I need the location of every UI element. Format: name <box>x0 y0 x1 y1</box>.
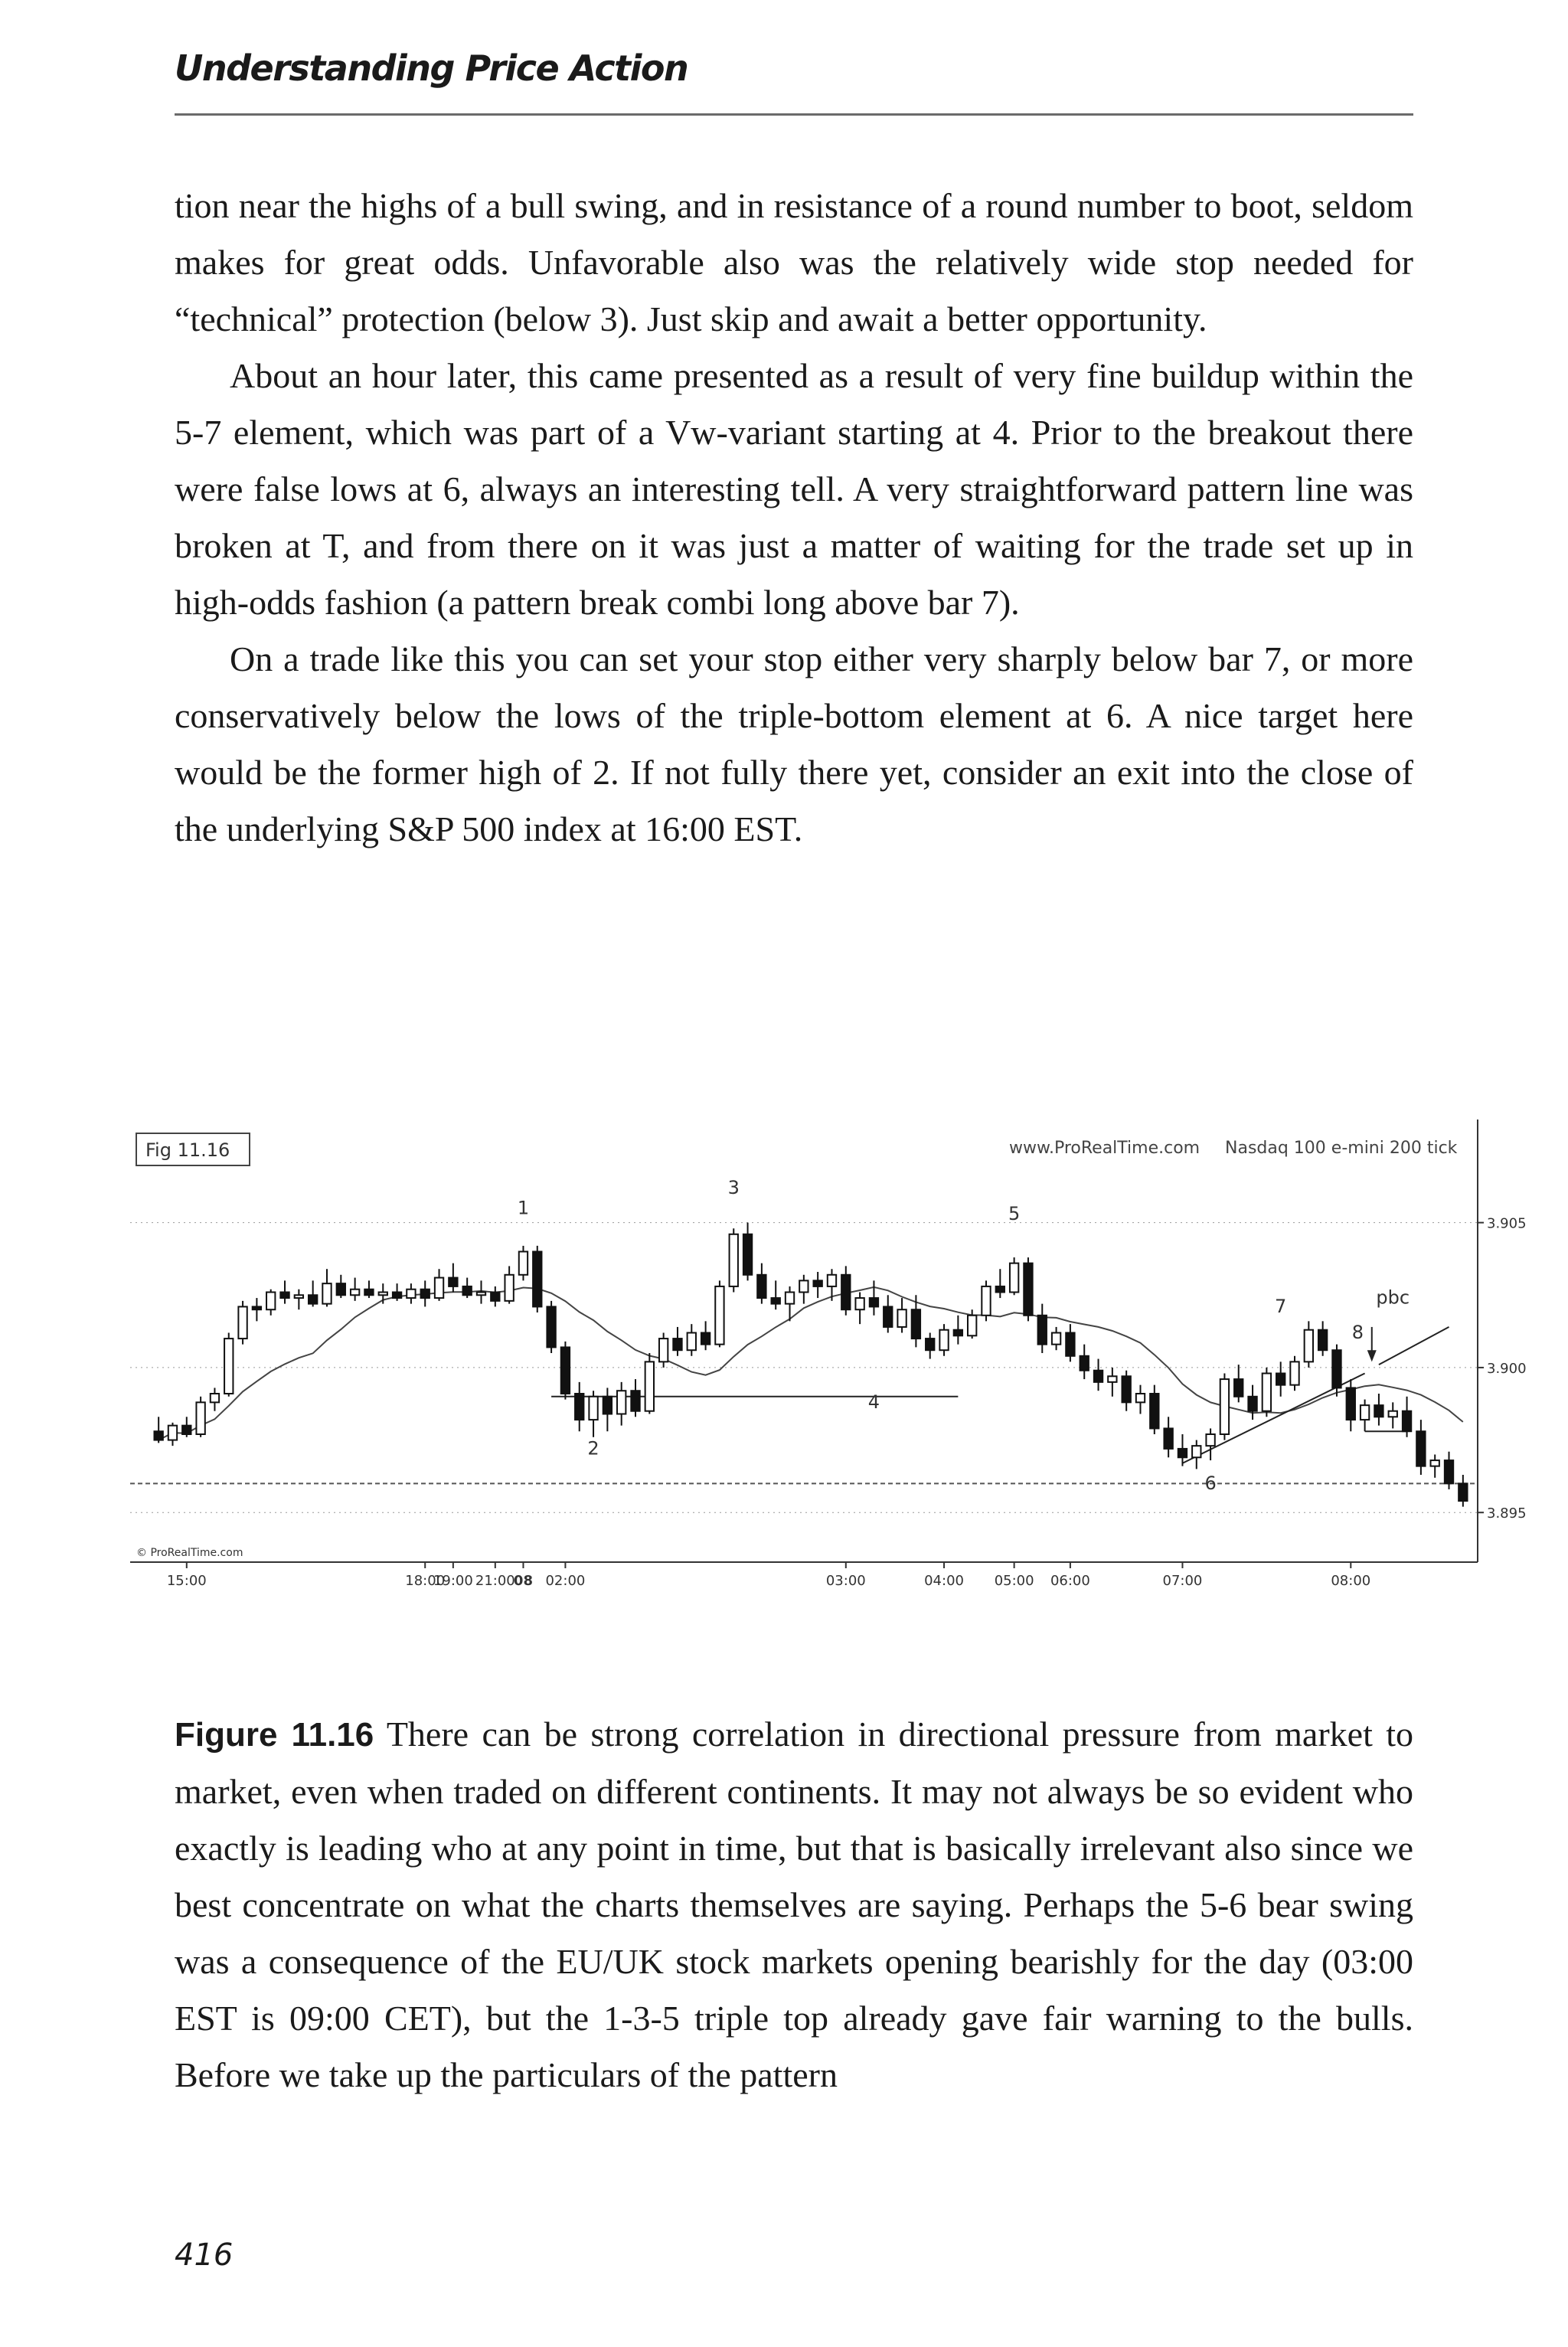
candle <box>982 1280 990 1321</box>
candle-body <box>182 1426 191 1434</box>
candle <box>280 1280 289 1303</box>
candle-body <box>364 1290 373 1296</box>
candle <box>715 1280 724 1347</box>
candle-body <box>561 1347 570 1394</box>
candle-body <box>477 1293 485 1296</box>
candle-body <box>603 1397 612 1414</box>
candle-body <box>870 1298 878 1306</box>
candle-body <box>1066 1333 1074 1356</box>
candle-body <box>1263 1374 1271 1411</box>
candle-body <box>617 1391 626 1414</box>
candle <box>1024 1257 1032 1321</box>
candle <box>1276 1361 1285 1396</box>
candle-body <box>659 1339 668 1361</box>
candle-body <box>1416 1431 1425 1466</box>
candle-body <box>351 1290 359 1296</box>
candle-body <box>1192 1446 1200 1457</box>
candle-body <box>1290 1361 1298 1384</box>
candle-body <box>1374 1405 1383 1417</box>
candle <box>407 1283 415 1304</box>
candle-body <box>786 1293 794 1304</box>
candle <box>701 1321 710 1350</box>
candle-body <box>673 1339 681 1350</box>
candle <box>421 1280 430 1306</box>
candle-body <box>855 1298 864 1309</box>
candle-body <box>954 1330 962 1336</box>
candle <box>505 1266 513 1303</box>
candle <box>1389 1402 1397 1428</box>
candle <box>1206 1428 1214 1460</box>
candle-body <box>1038 1316 1047 1345</box>
candle-body <box>897 1309 906 1327</box>
candle <box>533 1246 541 1312</box>
x-tick-label: 08 <box>513 1573 533 1589</box>
candlestick-chart <box>130 1120 1568 1640</box>
candle <box>631 1379 639 1417</box>
candle-body <box>295 1295 303 1298</box>
candle <box>449 1263 457 1293</box>
candle-body <box>1305 1330 1313 1362</box>
candle-body <box>547 1306 555 1347</box>
paragraph-3: On a trade like this you can set your stop either very sharply below bar 7, or more conservatively below the lows of the triple-bottom element at 6. A nice target here would be the former high of 2. If not fully there yet, consider an exit into the close of the underlying S&P 500 index at 16:00 EST. <box>175 639 1413 848</box>
candle <box>841 1266 850 1315</box>
x-tick-label: 21:00 <box>475 1573 515 1589</box>
y-tick-label: 3.895 <box>1487 1505 1527 1522</box>
candle <box>435 1269 443 1301</box>
candle <box>1403 1397 1411 1437</box>
candle <box>168 1423 177 1446</box>
candle-body <box>379 1293 387 1296</box>
candle <box>1136 1385 1145 1414</box>
candle <box>196 1397 204 1437</box>
candle-body <box>1361 1405 1369 1420</box>
candle <box>645 1353 654 1414</box>
candle-body <box>743 1234 752 1275</box>
annotation-label: 7 <box>1275 1296 1287 1317</box>
y-tick-label: 3.905 <box>1487 1215 1527 1232</box>
candle-body <box>730 1234 738 1286</box>
candle <box>182 1417 191 1437</box>
candle-body <box>1206 1434 1214 1446</box>
x-ticks <box>167 1562 1370 1589</box>
candle <box>1318 1321 1327 1355</box>
y-ticks <box>1478 1216 1527 1522</box>
candle-body <box>968 1316 976 1335</box>
candle <box>351 1278 359 1301</box>
candle-body <box>1178 1449 1187 1457</box>
candles <box>154 1223 1467 1507</box>
candle-body <box>533 1252 541 1307</box>
candle-body <box>238 1306 247 1339</box>
candle-body <box>224 1339 233 1394</box>
candle <box>1122 1371 1131 1411</box>
candle-body <box>799 1280 808 1292</box>
candle-body <box>1248 1397 1256 1411</box>
annotation-label: 6 <box>1204 1472 1217 1494</box>
candle-body <box>688 1333 696 1351</box>
candle <box>309 1280 317 1306</box>
candle <box>1108 1368 1116 1397</box>
candle-body <box>1445 1460 1453 1483</box>
annotation-label: 2 <box>587 1437 599 1460</box>
candle <box>379 1283 387 1304</box>
candle-body <box>828 1275 836 1286</box>
candle-body <box>701 1333 710 1345</box>
candle-body <box>1318 1330 1327 1351</box>
candle <box>1052 1327 1060 1350</box>
figure-caption <box>175 1706 1413 2103</box>
candle-body <box>996 1286 1004 1293</box>
candle <box>337 1275 345 1298</box>
candle-body <box>211 1394 219 1402</box>
candle <box>799 1275 808 1304</box>
candle-body <box>1234 1379 1243 1397</box>
candle <box>926 1333 934 1359</box>
candle-body <box>939 1330 948 1351</box>
candle <box>884 1295 892 1332</box>
candle-body <box>715 1286 724 1345</box>
annotations <box>518 1177 1410 1494</box>
candle <box>154 1417 162 1443</box>
x-tick-label: 06:00 <box>1050 1573 1090 1589</box>
candle-body <box>631 1391 639 1411</box>
candle <box>1080 1345 1089 1379</box>
candle-body <box>1150 1394 1158 1428</box>
figure-11-16-chart <box>130 1120 1568 1640</box>
caption-label: Figure 11.16 <box>175 1716 374 1754</box>
candle <box>897 1298 906 1332</box>
candle <box>295 1290 303 1310</box>
caption-text: There can be strong correlation in directional pressure from market to market, even when traded on different continents. It may not always be so evident who exactly is leading who at any point in time, but that is basically irrelevant also since we best concentrate on what the charts themselves are saying. Perhaps the 5-6 bear swing was a consequence of the EU/UK stock markets opening bearishly for the day (03:00 EST is 09:00 CET), but the 1-3-5 triple top already gave fair warning to the bulls. Before we take up the particulars of the pattern <box>175 1714 1414 2094</box>
candle <box>996 1269 1004 1298</box>
candle-body <box>884 1306 892 1327</box>
candle <box>1164 1417 1172 1457</box>
candle-body <box>1108 1376 1116 1382</box>
watermark: © ProRealTime.com <box>136 1547 243 1559</box>
candle-body <box>1220 1379 1229 1434</box>
candle-body <box>309 1295 317 1303</box>
candle <box>939 1324 948 1356</box>
candle-body <box>912 1309 920 1339</box>
candle <box>224 1333 233 1397</box>
candle-body <box>1122 1376 1131 1402</box>
candle <box>477 1280 485 1303</box>
candle-body <box>1052 1333 1060 1345</box>
x-tick-label: 18:00 <box>405 1573 446 1589</box>
pbc-pointer-line <box>1379 1327 1449 1365</box>
candle-body <box>1347 1388 1355 1420</box>
candle <box>743 1223 752 1281</box>
instrument-label: Nasdaq 100 e-mini 200 tick <box>1225 1139 1458 1158</box>
candle-body <box>407 1290 415 1298</box>
candle <box>1361 1400 1369 1432</box>
candle <box>659 1333 668 1368</box>
candle <box>266 1290 275 1316</box>
candle <box>1374 1394 1383 1426</box>
candle <box>547 1301 555 1353</box>
candle-body <box>253 1306 261 1309</box>
candle <box>1192 1440 1200 1469</box>
candle-body <box>154 1431 162 1440</box>
candle-body <box>1024 1263 1032 1316</box>
candle-body <box>1332 1350 1341 1388</box>
candle-body <box>575 1394 583 1420</box>
candle-body <box>393 1293 401 1299</box>
candle-body <box>196 1402 204 1434</box>
candle <box>1220 1374 1229 1440</box>
candle <box>617 1382 626 1426</box>
candle-body <box>982 1286 990 1316</box>
y-tick-label: 3.900 <box>1487 1360 1527 1377</box>
candle <box>1263 1368 1271 1417</box>
candle <box>322 1269 331 1306</box>
candle-body <box>645 1361 654 1410</box>
candle <box>688 1324 696 1356</box>
candle-body <box>757 1275 766 1298</box>
x-tick-label: 15:00 <box>166 1573 207 1589</box>
x-tick-label: 19:00 <box>433 1573 473 1589</box>
candle-body <box>926 1339 934 1350</box>
candle <box>603 1388 612 1431</box>
annotation-label: 5 <box>1008 1202 1021 1224</box>
candle <box>1459 1475 1467 1507</box>
annotation-label: 1 <box>517 1197 530 1219</box>
paragraph-2: About an hour later, this came presented as a result of very fine buildup within the 5-7 element, which was part of a Vw-variant starting at 4. Prior to the breakout there were false lows at 6, always an interesting tell. A very straightforward pattern line was broken at T, and from there on it was just a matter of waiting for the trade set up in high-odds fashion (a pattern break combi long above bar 7). <box>175 356 1413 622</box>
candle-body <box>463 1286 472 1295</box>
candle <box>393 1283 401 1301</box>
candle <box>211 1388 219 1410</box>
candle-body <box>589 1397 597 1420</box>
candle <box>730 1228 738 1292</box>
candle <box>1248 1385 1256 1420</box>
pbc-arrow-icon <box>1367 1350 1377 1361</box>
candle <box>519 1246 528 1280</box>
candle-body <box>1459 1483 1467 1501</box>
candle <box>364 1280 373 1298</box>
gridlines <box>130 1223 1478 1513</box>
candle-body <box>1010 1263 1018 1293</box>
candle-body <box>280 1293 289 1299</box>
annotation-label: 3 <box>727 1176 740 1198</box>
candle <box>813 1272 822 1298</box>
candle <box>1066 1324 1074 1361</box>
x-tick-label: 05:00 <box>994 1573 1034 1589</box>
candle <box>575 1382 583 1431</box>
annotation-label: 8 <box>1351 1322 1364 1344</box>
source-url: www.ProRealTime.com <box>1009 1139 1200 1158</box>
candle <box>1094 1359 1102 1391</box>
candle <box>238 1301 247 1345</box>
candle-body <box>1164 1428 1172 1449</box>
candle <box>253 1298 261 1321</box>
candle-body <box>519 1252 528 1275</box>
annotation-label: pbc <box>1376 1286 1410 1309</box>
candle-body <box>772 1298 780 1304</box>
x-tick-label: 03:00 <box>825 1573 866 1589</box>
x-tick-label: 04:00 <box>924 1573 964 1589</box>
candle <box>1010 1257 1018 1295</box>
candle <box>1445 1452 1453 1489</box>
running-head: Understanding Price Action <box>175 47 688 89</box>
candle-body <box>322 1283 331 1304</box>
candle-body <box>1276 1374 1285 1385</box>
candle <box>855 1293 864 1325</box>
candle <box>1150 1385 1158 1434</box>
candle <box>1416 1420 1425 1475</box>
candle <box>673 1327 681 1356</box>
candle <box>772 1280 780 1309</box>
x-tick-label: 08:00 <box>1331 1573 1371 1589</box>
candle-body <box>1094 1371 1102 1382</box>
candle <box>757 1263 766 1304</box>
candle <box>1290 1356 1298 1391</box>
candle-body <box>505 1275 513 1301</box>
candle <box>589 1391 597 1437</box>
candle-body <box>337 1283 345 1295</box>
candle-body <box>813 1280 822 1286</box>
candle-body <box>449 1278 457 1286</box>
candle-body <box>1389 1411 1397 1417</box>
figure-label: Fig 11.16 <box>145 1139 230 1161</box>
candle <box>491 1286 499 1307</box>
candle-body <box>841 1275 850 1309</box>
candle-body <box>491 1293 499 1301</box>
candle-body <box>1080 1356 1089 1371</box>
candle <box>463 1278 472 1299</box>
header-rule <box>175 113 1413 116</box>
page-number: 416 <box>175 2237 234 2273</box>
candle-body <box>1136 1394 1145 1402</box>
candle <box>1431 1455 1439 1478</box>
moving-average-line <box>158 1287 1463 1440</box>
paragraph-1: tion near the highs of a bull swing, and in resistance of a round number to boot, seldom makes for great odds. Unfavorable also was the relatively wide stop needed for “technical” protection (below 3). Just skip and await a better opportunity. <box>175 186 1413 338</box>
candle-body <box>1431 1460 1439 1466</box>
candle-body <box>168 1426 177 1440</box>
x-tick-label: 02:00 <box>545 1573 586 1589</box>
x-tick-label: 07:00 <box>1162 1573 1203 1589</box>
candle-body <box>1403 1411 1411 1432</box>
candle <box>1038 1304 1047 1353</box>
candle <box>1347 1379 1355 1431</box>
annotation-label: 4 <box>867 1391 880 1413</box>
candle <box>954 1316 962 1345</box>
body-text <box>175 178 1413 858</box>
candle-body <box>266 1293 275 1310</box>
candle-body <box>421 1290 430 1298</box>
candle <box>1234 1365 1243 1402</box>
candle <box>561 1342 570 1400</box>
candle-body <box>435 1278 443 1299</box>
candle <box>870 1280 878 1315</box>
candle <box>1305 1321 1313 1368</box>
